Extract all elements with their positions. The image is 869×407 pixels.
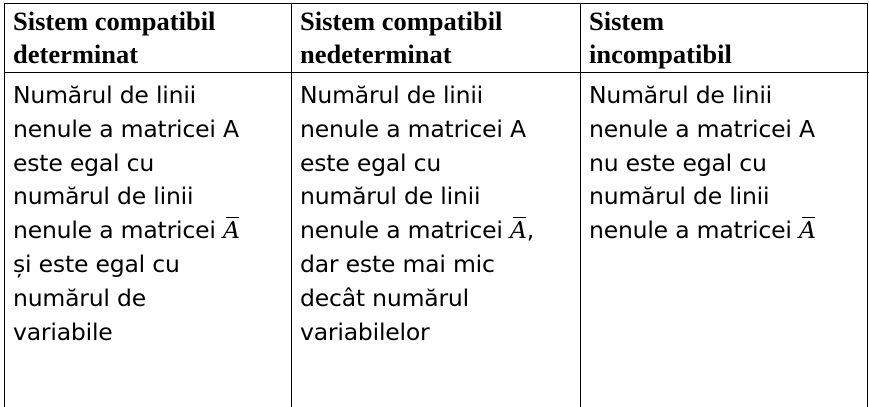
header-compatibil-determinat [5, 4, 292, 73]
body-line: numărul de linii [589, 182, 770, 211]
text-segment: , [526, 216, 535, 245]
header-line: Sistem compatibil [300, 6, 503, 36]
header-line: determinat [13, 39, 139, 69]
body-line: dar este mai mic [300, 249, 495, 278]
body-compatibil-nedeterminat [292, 73, 581, 407]
body-line: Numărul de linii [13, 81, 196, 109]
body-line: nenule a matricei A [589, 114, 815, 143]
body-line: nenule a matricei A [13, 114, 239, 143]
body-line: este egal cu [13, 148, 155, 177]
comparison-table [4, 3, 868, 407]
header-compatibil-nedeterminat [292, 4, 581, 73]
text-segment: nenule a matricei [300, 216, 510, 245]
a-bar-symbol: A [799, 214, 816, 248]
body-line: numărul de linii [13, 182, 194, 211]
a-bar-symbol: A [223, 214, 240, 248]
body-line: Numărul de linii [300, 81, 483, 109]
body-line-matrix [13, 214, 291, 248]
body-line: numărul de linii [300, 182, 481, 211]
body-line: nenule a matricei A [300, 114, 526, 143]
body-line: este egal cu [300, 148, 442, 177]
body-line: Numărul de linii [589, 81, 772, 109]
text-segment: nenule a matricei [13, 216, 223, 245]
header-line: incompatibil [589, 39, 732, 69]
body-incompatibil [581, 73, 869, 407]
header-line: Sistem compatibil [13, 6, 216, 36]
body-line-matrix [300, 214, 580, 248]
body-line: variabilelor [300, 317, 430, 346]
header-incompatibil [581, 4, 869, 73]
body-line: numărul de [13, 283, 147, 312]
header-line: Sistem [589, 6, 665, 36]
body-line: și este egal cu [13, 249, 180, 278]
body-line: decât numărul [300, 283, 469, 312]
body-line-matrix [589, 214, 869, 248]
body-compatibil-determinat [5, 73, 292, 407]
body-line: variabile [13, 317, 113, 346]
body-line: nu este egal cu [589, 148, 767, 177]
text-segment: nenule a matricei [589, 216, 799, 245]
a-bar-symbol: A [510, 214, 527, 248]
header-line: nedeterminat [300, 39, 452, 69]
